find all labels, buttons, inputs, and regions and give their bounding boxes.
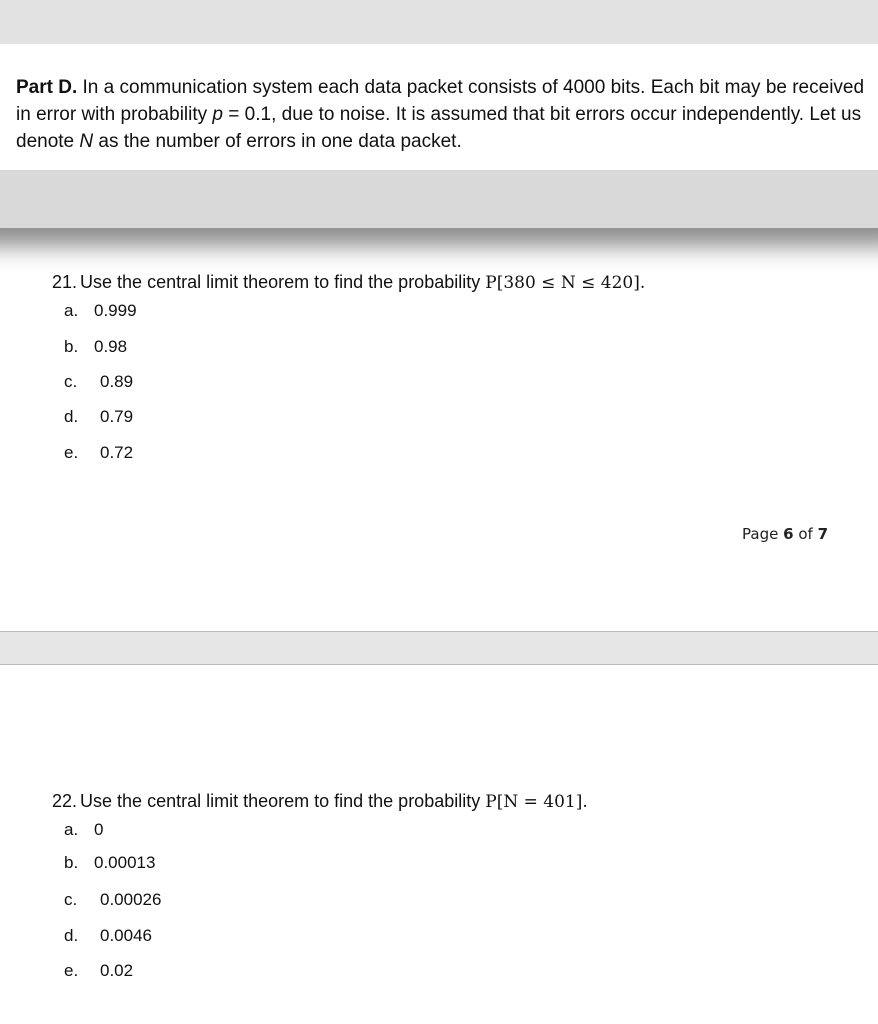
option-a[interactable]: [64, 301, 137, 321]
option-d[interactable]: [64, 407, 133, 427]
part-d-section: [0, 44, 878, 170]
option-value: 0: [94, 820, 104, 839]
option-c[interactable]: [64, 890, 161, 910]
question-21-stem: [52, 271, 852, 294]
option-letter: c.: [64, 372, 78, 391]
question-number: 21.: [52, 272, 78, 292]
page-7: [0, 665, 878, 1024]
part-d-text-1: In a communication system each data packet consists of 4000 bits. Each bit may be received in error with probability: [16, 77, 865, 125]
question-22-stem: [52, 790, 852, 813]
question-text: Use the central limit theorem to find the probability: [80, 791, 481, 811]
option-a[interactable]: [64, 820, 103, 840]
option-d[interactable]: [64, 926, 152, 946]
option-letter: d.: [64, 926, 79, 945]
option-e[interactable]: [64, 961, 133, 981]
page-current: 6: [783, 525, 794, 543]
option-value: 0.89: [100, 372, 134, 391]
part-d-text-2: due to noise. It is assumed that bit errors occur independently. Let us denote: [16, 104, 862, 152]
question-number: 22.: [52, 791, 78, 811]
prob-value: = 0.1,: [223, 104, 277, 125]
option-e[interactable]: [64, 443, 133, 463]
page-number: [742, 525, 828, 543]
page-total: 7: [817, 525, 829, 543]
option-letter: b.: [64, 853, 79, 872]
page-of: of: [798, 525, 813, 543]
part-d-paragraph: [16, 74, 868, 155]
question-22: [52, 790, 852, 813]
option-c[interactable]: [64, 372, 133, 392]
option-letter: e.: [64, 443, 79, 462]
page-gap: [0, 632, 878, 664]
question-text: Use the central limit theorem to find the probability: [80, 272, 481, 292]
part-d-label: Part D.: [16, 77, 78, 98]
option-value: 0.00026: [100, 890, 162, 909]
question-21: [52, 271, 852, 294]
option-value: 0.98: [94, 337, 128, 356]
option-value: 0.999: [94, 301, 137, 320]
part-d-text-3: as the number of errors in one data packet.: [98, 131, 462, 152]
prob-variable: p: [212, 104, 223, 125]
option-letter: c.: [64, 890, 78, 909]
option-b[interactable]: [64, 337, 127, 357]
option-value: 0.0046: [100, 926, 152, 945]
page-word: Page: [742, 525, 779, 543]
option-value: 0.72: [100, 443, 134, 462]
option-letter: b.: [64, 337, 79, 356]
option-value: 0.00013: [94, 853, 156, 872]
page-6: [0, 228, 878, 632]
option-value: 0.79: [100, 407, 134, 426]
option-b[interactable]: [64, 853, 155, 873]
option-letter: a.: [64, 820, 79, 839]
question-math: P[380 ≤ N ≤ 420].: [485, 273, 646, 293]
option-letter: d.: [64, 407, 79, 426]
n-variable: N: [79, 131, 94, 152]
question-math: P[N = 401].: [485, 792, 588, 812]
page-gap: [0, 170, 878, 228]
option-value: 0.02: [100, 961, 134, 980]
option-letter: a.: [64, 301, 79, 320]
top-page-margin: [0, 0, 878, 44]
option-letter: e.: [64, 961, 79, 980]
